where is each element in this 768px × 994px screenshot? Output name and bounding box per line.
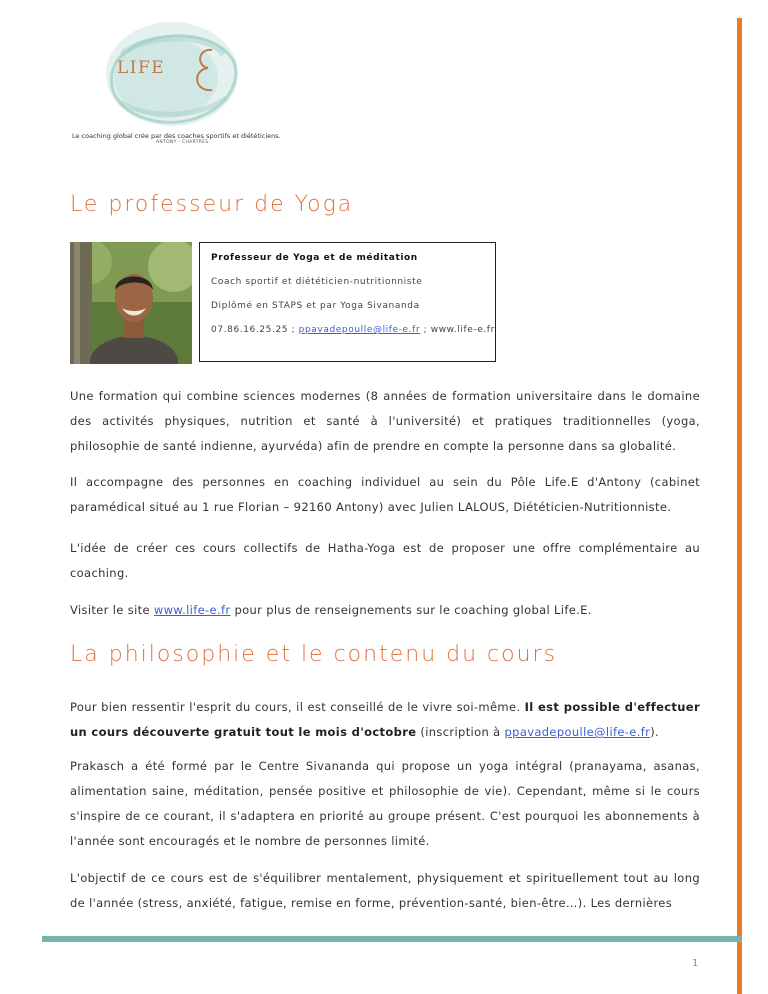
website-outro: pour plus de renseignements sur le coaching global Life.E. [230,603,592,617]
paragraph-sivananda: Prakasch a été formé par le Centre Sivananda qui propose un yoga intégral (pranayama, asanas, alimentation saine, méditation, pensée positive et philosophie de vie). Cependant, même si le cours s'inspire de ce courant, il s'adaptera en priorité au groupe présent. C'est pourquoi les abonnements à l'année sont encouragés et le nombre de personnes limité. [70,759,700,848]
page-number: 1 [692,958,699,969]
life-e-logo [92,14,252,132]
paragraph-website [70,598,700,623]
teacher-qualification: Coach sportif et diététicien-nutritionniste [211,277,423,287]
discovery-intro: Pour bien ressentir l'esprit du cours, il est conseillé de le vivre soi-même. [70,700,525,714]
teacher-diploma: Diplômé en STAPS et par Yoga Sivananda [211,301,420,311]
teacher-role: Professeur de Yoga et de méditation [211,253,418,263]
teacher-photo [70,242,192,364]
website-link[interactable]: www.life-e.fr [153,603,231,617]
teacher-website: ; www.life-e.fr [420,325,495,335]
teacher-phone: 07.86.16.25.25 ; [211,325,299,335]
teacher-email-link[interactable]: ppavadepoulle@life-e.fr [298,325,421,335]
paragraph-offer: L'idée de créer ces cours collectifs de Hatha-Yoga est de proposer une offre complémentaire au coaching. [70,541,700,580]
section-heading-philosophy: La philosophie et le contenu du cours [70,642,558,667]
teacher-info-box [199,242,496,362]
discovery-end: ). [650,725,660,739]
website-intro: Visiter le site [70,603,154,617]
section-heading-teacher: Le professeur de Yoga [70,192,354,217]
paragraph-training: Une formation qui combine sciences modernes (8 années de formation universitaire dans le domaine des activités physiques, nutrition et santé à l'université) et pratiques traditionnelles (yoga, philosophie de santé indienne, ayurvéda) afin de prendre en compte la personne dans sa globalité. [70,389,700,453]
right-orange-rule [737,18,742,994]
paragraph-coaching: Il accompagne des personnes en coaching individuel au sein du Pôle Life.E d'Antony (cabinet paramédical situé au 1 rue Florian – 92160 Antony) avec Julien LALOUS, Diététicien-Nutritionniste. [70,475,700,514]
discovery-offer-bold: Il est possible d'effectuer un cours découverte gratuit tout le mois d'octobre [70,700,700,739]
logo-wordmark: LIFE [117,58,166,78]
logo-tagline: Le coaching global crée par des coaches sportifs et diététiciens. [72,132,281,140]
teacher-contact [211,325,495,335]
logo-locations: ANTONY - CHARTRES [156,140,209,145]
discovery-signup: (inscription à [416,725,505,739]
signup-email-link[interactable]: ppavadepoulle@life-e.fr [504,725,651,739]
paragraph-objective: L'objectif de ce cours est de s'équilibrer mentalement, physiquement et spirituellement tout au long de l'année (stress, anxiété, fatigue, remise en forme, prévention-santé, bien-être…). Les dernières [70,871,700,910]
paragraph-discovery [70,695,700,745]
bottom-teal-rule [42,936,742,942]
